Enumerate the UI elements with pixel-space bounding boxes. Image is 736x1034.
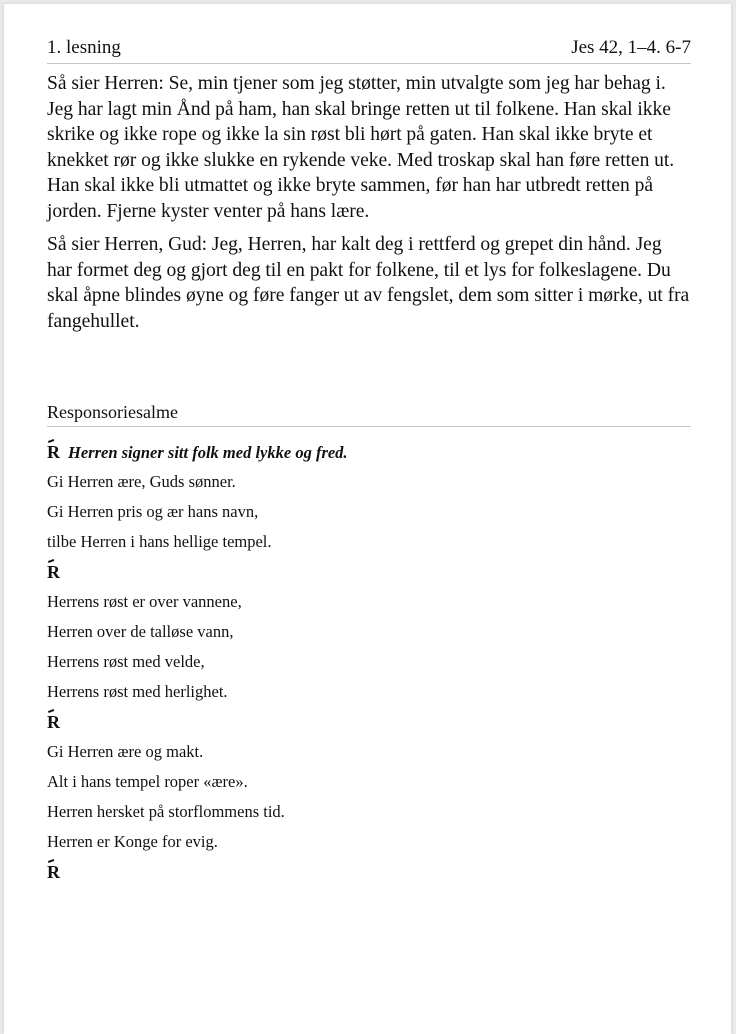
psalm-verse: Gi Herren pris og ær hans navn,: [47, 502, 259, 521]
psalm-verse: Alt i hans tempel roper «ære».: [47, 772, 248, 791]
psalm-verse: Herrens røst med herlighet.: [47, 682, 228, 701]
reading-paragraph: Så sier Herren, Gud: Jeg, Herren, har kalt deg i rettferd og grepet din hånd. Jeg har formet deg og gjort deg til en pakt for folkene, til et lys for folkeslagene. Du skal åpne blindes øyne og føre fanger ut av fengslet, dem som sitter i mørke, ut fra fangehullet.: [47, 234, 690, 332]
first-reading-text: [47, 71, 691, 342]
responsorial-psalm: [47, 437, 691, 887]
psalm-verse: Gi Herren ære og makt.: [47, 742, 204, 761]
reading-label: 1. lesning: [47, 37, 121, 58]
refrain-text: Herren signer sitt folk med lykke og fred.: [68, 443, 348, 462]
psalm-section-title: Responsoriesalme: [47, 400, 691, 427]
psalm-verse: Herren er Konge for evig.: [47, 832, 218, 851]
psalm-verse: Herrens røst med velde,: [47, 652, 205, 671]
response-marker: [47, 557, 691, 587]
psalm-verse: Gi Herren ære, Guds sønner.: [47, 472, 236, 491]
response-marker: [47, 707, 691, 737]
response-marker: [47, 857, 691, 887]
psalm-verse: Herren over de talløse vann,: [47, 622, 234, 641]
scripture-reference: Jes 42, 1–4. 6-7: [571, 37, 691, 58]
response-symbol-icon: R: [47, 857, 60, 887]
document-page: [4, 4, 731, 1034]
response-symbol-icon: R: [47, 437, 60, 467]
refrain-line: [47, 437, 691, 467]
psalm-verse: tilbe Herren i hans hellige tempel.: [47, 532, 272, 551]
psalm-verse: Herren hersket på storflommens tid.: [47, 802, 285, 821]
response-symbol-icon: R: [47, 557, 60, 587]
reading-paragraph: Så sier Herren: Se, min tjener som jeg støtter, min utvalgte som jeg har behag i. Jeg har lagt min Ånd på ham, han skal bringe retten ut til folkene. Han skal ikke skrike og ikke rope og ikke la sin røst bli hørt på gaten. Han skal ikke bryte et knekket rør og ikke slukke en rykende veke. Med troskap skal han føre retten ut. Han skal ikke bli utmattet og ikke bryte sammen, før han har utbredt retten på jorden. Fjerne kyster venter på hans lære.: [47, 73, 675, 222]
psalm-verse: Herrens røst er over vannene,: [47, 592, 242, 611]
response-symbol-icon: R: [47, 707, 60, 737]
reading-header: [47, 36, 691, 64]
